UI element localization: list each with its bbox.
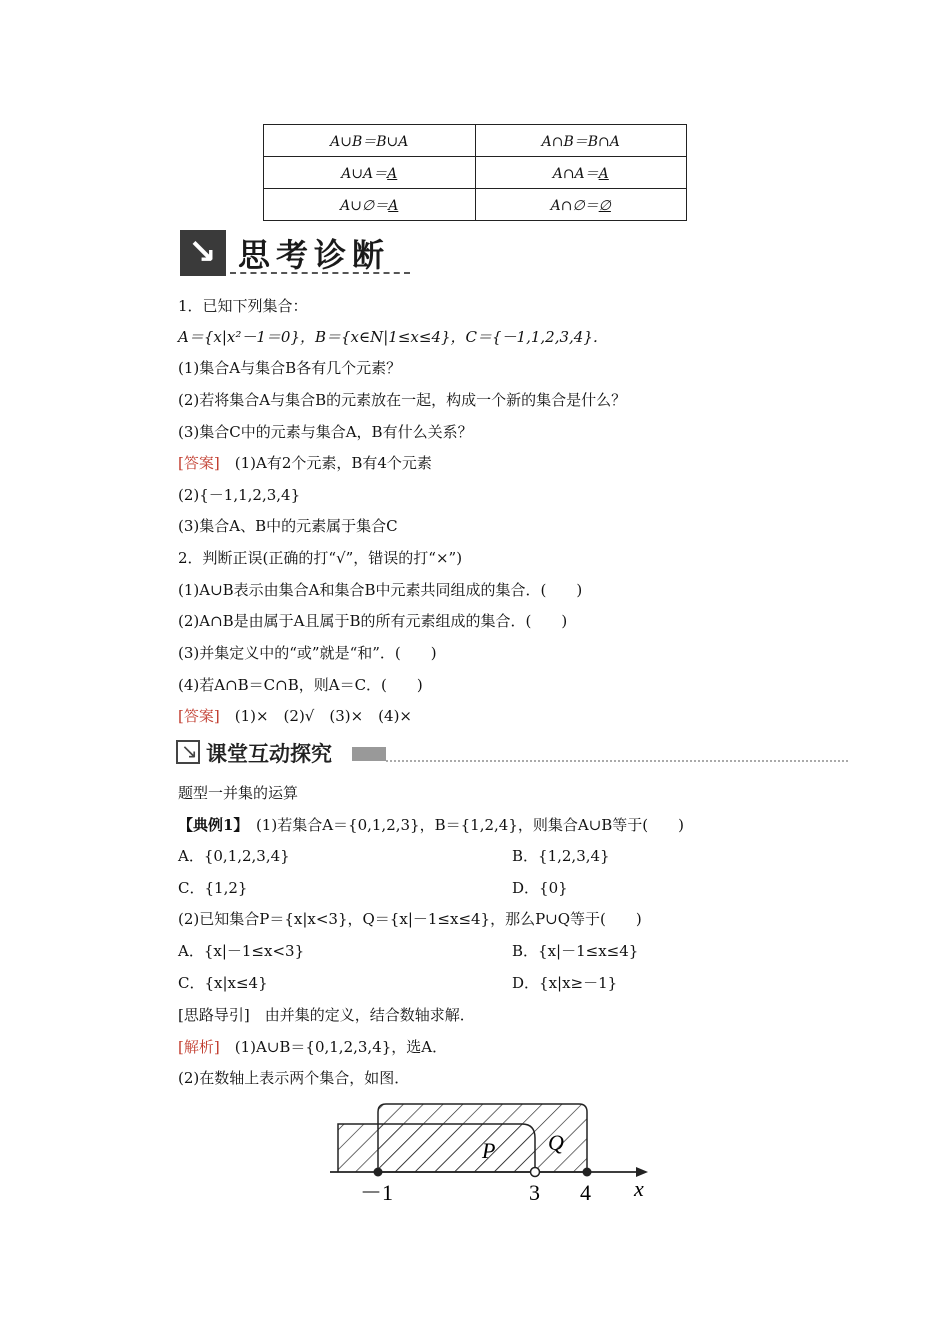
set-properties-table [263,124,687,221]
point-four [583,1168,592,1177]
option-d: D．{x|x≥－1} [512,974,618,992]
answer-1-part-2: (2){－1,1,2,3,4} [178,486,301,504]
tick-label: －1 [360,1180,394,1205]
table-cell: A∩∅＝∅ [475,189,687,221]
answer-1: [答案] (1)A有2个元素，B有4个元素 [178,454,432,472]
statement-1: (1)A∪B表示由集合A和集合B中元素共同组成的集合．( ) [178,581,583,599]
statement-4: (4)若A∩B＝C∩B，则A＝C．( ) [178,676,423,694]
section-banner-thinking [180,228,410,280]
point-minus-one [374,1168,383,1177]
tick-label: 4 [580,1180,591,1205]
option-b: B．{1,2,3,4} [512,847,610,865]
question-2-intro: 2．判断正误(正确的打“√”，错误的打“×”) [178,549,463,567]
answer-1-part-3: (3)集合A、B中的元素属于集合C [178,517,398,535]
tick-label: 3 [529,1180,540,1205]
option-b: B．{x|－1≤x≤4} [512,942,639,960]
chevron-icon: ↘ [180,230,226,276]
table-cell: A∩B＝B∩A [475,125,687,157]
option-d: D．{0} [512,879,568,897]
option-a: A．{0,1,2,3,4} [178,847,290,865]
point-three-open [531,1168,540,1177]
label-q: Q [548,1130,564,1155]
example-question-1: 【典例1】 (1)若集合A＝{0,1,2,3}，B＝{1,2,4}，则集合A∪B等于( ) [178,816,685,834]
statement-2: (2)A∩B是由属于A且属于B的所有元素组成的集合．( ) [178,612,568,630]
option-c: C．{1,2} [178,879,248,897]
section-banner-classroom [176,738,848,770]
set-p-region [338,1124,535,1172]
question-1-part-1: (1)集合A与集合B各有几个元素？ [178,359,402,377]
chevron-icon: ↘ [176,740,200,764]
table-cell: A∩A＝A [475,157,687,189]
label-p: P [482,1138,496,1163]
question-1-part-2: (2)若将集合A与集合B的元素放在一起，构成一个新的集合是什么？ [178,391,627,409]
table-row [264,189,687,221]
option-c: C．{x|x≤4} [178,974,268,992]
decorative-bar [352,747,386,761]
answer-tag: [答案] [178,707,220,725]
question-1-intro: 1．已知下列集合： [178,297,308,315]
example-question-2: (2)已知集合P＝{x|x<3}，Q＝{x|－1≤x≤4}，那么P∪Q等于( ) [178,910,642,928]
analysis-2: (2)在数轴上表示两个集合，如图． [178,1069,410,1087]
table-cell: A∪A＝A [264,157,476,189]
table-cell: A∪B＝B∪A [264,125,476,157]
analysis-1: [解析] (1)A∪B＝{0,1,2,3,4}，选A． [178,1038,448,1056]
question-1-sets: A＝{x|x²－1＝0}，B＝{x∈N|1≤x≤4}，C＝{－1,1,2,3,4}． [178,328,608,346]
axis-label: x [634,1176,644,1201]
table-row [264,157,687,189]
answer-2: [答案] (1)× (2)√ (3)× (4)× [178,707,412,725]
section-title: 课堂互动探究 [206,742,332,766]
table-row [264,125,687,157]
number-line-figure [330,1098,660,1208]
table-cell: A∪∅＝A [264,189,476,221]
question-1-part-3: (3)集合C中的元素与集合A，B有什么关系？ [178,423,473,441]
topic-title: 题型一并集的运算 [178,784,299,802]
section-title: 思考诊断 [238,236,391,274]
option-a: A．{x|－1≤x<3} [178,942,305,960]
divider [386,760,848,762]
divider [230,272,410,274]
hint: [思路导引] 由并集的定义，结合数轴求解． [178,1006,475,1024]
analysis-tag: [解析] [178,1038,220,1056]
statement-3: (3)并集定义中的“或”就是“和”．( ) [178,644,437,662]
answer-tag: [答案] [178,454,220,472]
